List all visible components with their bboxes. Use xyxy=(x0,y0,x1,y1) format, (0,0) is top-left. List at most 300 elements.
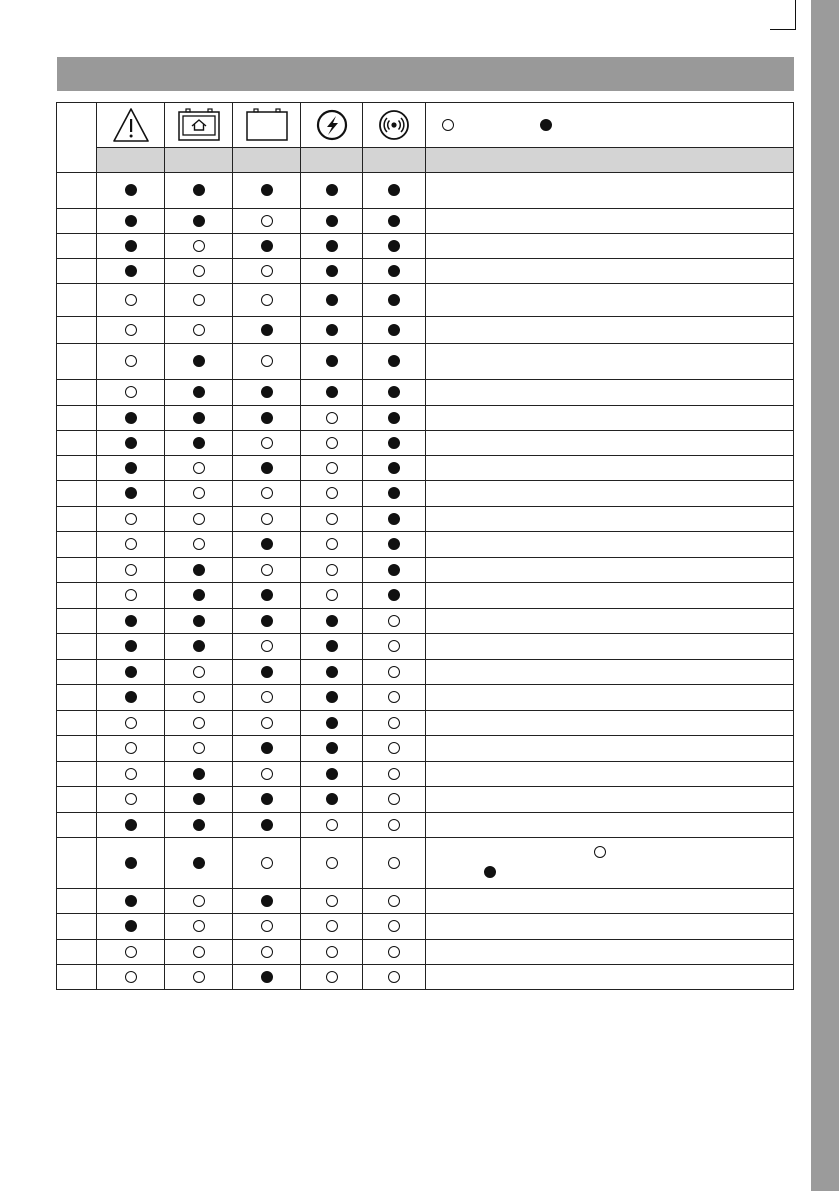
state-cell-lightning xyxy=(301,481,363,507)
state-cell-warning xyxy=(97,914,165,940)
indicator-off-dot xyxy=(261,564,273,576)
signal-waves-icon xyxy=(363,108,425,142)
state-cell-battery xyxy=(233,787,301,813)
indicator-on-dot xyxy=(388,215,400,227)
indicator-on-dot xyxy=(261,538,273,550)
state-cell-battery xyxy=(233,736,301,762)
row-description-cell xyxy=(426,284,794,317)
state-cell-lightning xyxy=(301,532,363,558)
state-cell-signal xyxy=(363,762,426,787)
indicator-off-dot xyxy=(326,462,338,474)
indicator-off-dot xyxy=(125,386,137,398)
row-number-cell xyxy=(57,609,97,634)
indicator-on-dot xyxy=(193,215,205,227)
battery-box-icon xyxy=(233,107,300,143)
state-cell-warning xyxy=(97,507,165,532)
sub-label-battery xyxy=(233,148,301,173)
indicator-on-dot xyxy=(125,412,137,424)
indicator-on-dot xyxy=(125,265,137,277)
state-cell-signal xyxy=(363,634,426,660)
indicator-on-dot xyxy=(388,265,400,277)
col-signal xyxy=(363,103,426,148)
house-in-battery-icon xyxy=(165,107,232,143)
indicator-on-dot xyxy=(388,437,400,449)
indicator-on-dot xyxy=(388,184,400,196)
indicator-off-dot xyxy=(261,946,273,958)
row-number-cell xyxy=(57,660,97,685)
indicator-on-dot xyxy=(193,819,205,831)
indicator-off-dot xyxy=(125,513,137,525)
state-cell-battery xyxy=(233,173,301,209)
state-cell-lightning xyxy=(301,284,363,317)
col-battery xyxy=(233,103,301,148)
indicator-off-dot xyxy=(125,768,137,780)
row-description-cell xyxy=(426,736,794,762)
state-cell-warning xyxy=(97,532,165,558)
table-row xyxy=(57,259,794,284)
state-cell-warning xyxy=(97,762,165,787)
indicator-on-dot xyxy=(388,487,400,499)
state-cell-lightning xyxy=(301,889,363,914)
row-number-cell xyxy=(57,532,97,558)
table-row xyxy=(57,284,794,317)
state-cell-signal xyxy=(363,209,426,234)
indicator-off-dot xyxy=(326,895,338,907)
state-cell-battery xyxy=(233,634,301,660)
state-cell-house xyxy=(165,259,233,284)
state-cell-lightning xyxy=(301,173,363,209)
row-description-cell xyxy=(426,609,794,634)
state-cell-house xyxy=(165,173,233,209)
state-cell-battery xyxy=(233,234,301,259)
indicator-on-dot xyxy=(261,462,273,474)
state-cell-warning xyxy=(97,787,165,813)
table-row xyxy=(57,787,794,813)
row-description-cell xyxy=(426,813,794,838)
state-cell-house xyxy=(165,583,233,609)
indicator-off-dot xyxy=(326,857,338,869)
state-cell-signal xyxy=(363,813,426,838)
indicator-off-dot xyxy=(326,564,338,576)
state-cell-warning xyxy=(97,609,165,634)
state-cell-lightning xyxy=(301,609,363,634)
row-number-cell xyxy=(57,762,97,787)
indicator-on-dot xyxy=(388,564,400,576)
legend-on-dot xyxy=(540,119,552,131)
state-cell-lightning xyxy=(301,660,363,685)
row-number-cell xyxy=(57,209,97,234)
state-cell-signal xyxy=(363,940,426,965)
table-row xyxy=(57,736,794,762)
state-cell-warning xyxy=(97,965,165,990)
state-cell-signal xyxy=(363,685,426,711)
state-cell-lightning xyxy=(301,711,363,736)
state-cell-house xyxy=(165,889,233,914)
state-cell-battery xyxy=(233,609,301,634)
row-description-cell xyxy=(426,914,794,940)
row-description-cell xyxy=(426,940,794,965)
state-cell-signal xyxy=(363,838,426,889)
indicator-off-dot xyxy=(193,240,205,252)
state-cell-house xyxy=(165,609,233,634)
row-number-cell xyxy=(57,406,97,431)
indicator-off-dot xyxy=(261,265,273,277)
description-note xyxy=(436,840,793,886)
indicator-on-dot xyxy=(261,386,273,398)
table-row xyxy=(57,940,794,965)
indicator-on-dot xyxy=(125,487,137,499)
state-cell-house xyxy=(165,787,233,813)
state-cell-warning xyxy=(97,685,165,711)
indicator-on-dot xyxy=(388,386,400,398)
indicator-off-dot xyxy=(193,462,205,474)
indicator-off-dot xyxy=(388,717,400,729)
state-cell-warning xyxy=(97,344,165,380)
state-cell-battery xyxy=(233,889,301,914)
indicator-on-dot xyxy=(261,615,273,627)
indicator-off-dot xyxy=(193,895,205,907)
state-cell-lightning xyxy=(301,456,363,481)
indicator-off-dot xyxy=(326,487,338,499)
sub-label-house xyxy=(165,148,233,173)
state-cell-house xyxy=(165,813,233,838)
state-cell-signal xyxy=(363,431,426,456)
state-cell-battery xyxy=(233,456,301,481)
state-cell-battery xyxy=(233,481,301,507)
indicator-on-dot xyxy=(125,215,137,227)
indicator-on-dot xyxy=(388,513,400,525)
indicator-on-dot xyxy=(193,615,205,627)
state-cell-battery xyxy=(233,380,301,406)
state-cell-lightning xyxy=(301,685,363,711)
row-number-cell xyxy=(57,583,97,609)
state-cell-warning xyxy=(97,940,165,965)
row-description-cell xyxy=(426,259,794,284)
indicator-on-dot xyxy=(388,324,400,336)
indicator-off-dot xyxy=(125,589,137,601)
row-description-cell xyxy=(426,317,794,344)
state-cell-signal xyxy=(363,711,426,736)
state-cell-warning xyxy=(97,736,165,762)
row-description-cell xyxy=(426,507,794,532)
state-cell-lightning xyxy=(301,431,363,456)
state-cell-battery xyxy=(233,344,301,380)
indicator-on-dot xyxy=(326,215,338,227)
row-number-cell xyxy=(57,711,97,736)
state-cell-warning xyxy=(97,406,165,431)
state-cell-signal xyxy=(363,284,426,317)
indicator-off-dot xyxy=(193,487,205,499)
table-row xyxy=(57,685,794,711)
indicator-off-dot xyxy=(388,793,400,805)
indicator-off-dot xyxy=(193,513,205,525)
state-cell-lightning xyxy=(301,914,363,940)
indicator-on-dot xyxy=(326,355,338,367)
indicator-off-dot xyxy=(193,946,205,958)
indicator-on-dot xyxy=(388,462,400,474)
state-cell-battery xyxy=(233,558,301,583)
indicator-off-dot xyxy=(193,717,205,729)
state-cell-house xyxy=(165,736,233,762)
state-cell-battery xyxy=(233,940,301,965)
row-number-cell xyxy=(57,380,97,406)
indicator-off-dot xyxy=(261,294,273,306)
indicator-off-dot xyxy=(193,294,205,306)
state-cell-lightning xyxy=(301,813,363,838)
row-number-cell xyxy=(57,507,97,532)
table-row xyxy=(57,532,794,558)
col-house xyxy=(165,103,233,148)
table-row xyxy=(57,481,794,507)
indicator-off-dot xyxy=(193,742,205,754)
indicator-off-dot xyxy=(388,768,400,780)
indicator-off-dot xyxy=(261,513,273,525)
row-description-cell xyxy=(426,889,794,914)
indicator-off-dot xyxy=(326,437,338,449)
state-cell-battery xyxy=(233,406,301,431)
state-cell-lightning xyxy=(301,634,363,660)
indicator-off-dot xyxy=(125,538,137,550)
indicator-off-dot xyxy=(326,513,338,525)
row-number-cell xyxy=(57,787,97,813)
indicator-on-dot xyxy=(125,691,137,703)
indicator-on-dot xyxy=(388,589,400,601)
crop-mark-horizontal xyxy=(770,29,796,30)
state-cell-warning xyxy=(97,317,165,344)
state-cell-lightning xyxy=(301,736,363,762)
indicator-off-dot xyxy=(388,971,400,983)
table-row xyxy=(57,634,794,660)
header-row xyxy=(57,103,794,148)
col-lightning xyxy=(301,103,363,148)
state-cell-house xyxy=(165,284,233,317)
table-row xyxy=(57,456,794,481)
indicator-on-dot xyxy=(326,240,338,252)
indicator-off-dot xyxy=(125,355,137,367)
state-cell-battery xyxy=(233,317,301,344)
state-cell-lightning xyxy=(301,583,363,609)
row-number-cell xyxy=(57,431,97,456)
row-number-cell xyxy=(57,889,97,914)
indicator-on-dot xyxy=(193,793,205,805)
inline-off-dot xyxy=(594,846,606,858)
state-cell-lightning xyxy=(301,507,363,532)
row-description-cell xyxy=(426,344,794,380)
indicator-off-dot xyxy=(261,768,273,780)
state-cell-house xyxy=(165,406,233,431)
state-cell-warning xyxy=(97,838,165,889)
state-cell-battery xyxy=(233,259,301,284)
crop-mark-vertical xyxy=(795,0,796,30)
indicator-on-dot xyxy=(261,240,273,252)
row-description-cell xyxy=(426,532,794,558)
state-cell-signal xyxy=(363,380,426,406)
state-cell-lightning xyxy=(301,762,363,787)
header-corner-cell xyxy=(57,103,97,173)
indicator-on-dot xyxy=(125,895,137,907)
table-row xyxy=(57,711,794,736)
indicator-on-dot xyxy=(326,615,338,627)
indicator-off-dot xyxy=(388,615,400,627)
row-number-cell xyxy=(57,813,97,838)
indicator-on-dot xyxy=(193,412,205,424)
row-description-cell xyxy=(426,685,794,711)
state-cell-house xyxy=(165,209,233,234)
state-cell-house xyxy=(165,380,233,406)
row-description-cell xyxy=(426,634,794,660)
indicator-off-dot xyxy=(125,971,137,983)
indicator-on-dot xyxy=(193,184,205,196)
indicator-off-dot xyxy=(261,355,273,367)
legend-off-dot xyxy=(442,119,454,131)
indicator-on-dot xyxy=(326,793,338,805)
state-cell-battery xyxy=(233,762,301,787)
state-cell-house xyxy=(165,456,233,481)
indicator-on-dot xyxy=(326,742,338,754)
indicator-on-dot xyxy=(125,819,137,831)
indicator-off-dot xyxy=(261,717,273,729)
state-cell-signal xyxy=(363,965,426,990)
indicator-on-dot xyxy=(193,768,205,780)
indicator-off-dot xyxy=(125,294,137,306)
indicator-off-dot xyxy=(261,857,273,869)
state-cell-battery xyxy=(233,965,301,990)
state-cell-signal xyxy=(363,481,426,507)
table-row xyxy=(57,558,794,583)
state-cell-lightning xyxy=(301,209,363,234)
state-cell-warning xyxy=(97,481,165,507)
state-cell-house xyxy=(165,914,233,940)
indicator-off-dot xyxy=(388,640,400,652)
state-cell-signal xyxy=(363,259,426,284)
side-tab xyxy=(811,0,839,1191)
indicator-on-dot xyxy=(261,324,273,336)
indicator-off-dot xyxy=(326,920,338,932)
state-cell-house xyxy=(165,762,233,787)
table-row xyxy=(57,609,794,634)
sub-label-description xyxy=(426,148,794,173)
indicator-off-dot xyxy=(261,437,273,449)
state-cell-signal xyxy=(363,456,426,481)
indicator-on-dot xyxy=(326,691,338,703)
indicator-on-dot xyxy=(125,437,137,449)
col-warning xyxy=(97,103,165,148)
indicator-off-dot xyxy=(261,640,273,652)
state-cell-house xyxy=(165,507,233,532)
indicator-on-dot xyxy=(261,793,273,805)
state-cell-house xyxy=(165,940,233,965)
row-description-cell xyxy=(426,838,794,889)
table-row xyxy=(57,406,794,431)
indicator-off-dot xyxy=(326,946,338,958)
row-description-cell xyxy=(426,787,794,813)
inline-on-dot xyxy=(484,866,496,878)
indicator-off-dot xyxy=(193,265,205,277)
indicator-off-dot xyxy=(125,946,137,958)
indicator-off-dot xyxy=(261,215,273,227)
indicator-off-dot xyxy=(388,742,400,754)
state-cell-lightning xyxy=(301,558,363,583)
indicator-on-dot xyxy=(193,640,205,652)
state-cell-warning xyxy=(97,583,165,609)
indicator-on-dot xyxy=(125,184,137,196)
state-cell-house xyxy=(165,711,233,736)
indicator-off-dot xyxy=(261,920,273,932)
state-cell-warning xyxy=(97,660,165,685)
table-row xyxy=(57,583,794,609)
indicator-on-dot xyxy=(261,895,273,907)
indicator-off-dot xyxy=(125,324,137,336)
state-cell-signal xyxy=(363,406,426,431)
row-description-cell xyxy=(426,456,794,481)
indicator-on-dot xyxy=(261,742,273,754)
state-cell-house xyxy=(165,634,233,660)
state-cell-signal xyxy=(363,507,426,532)
row-number-cell xyxy=(57,234,97,259)
state-cell-house xyxy=(165,965,233,990)
indicator-on-dot xyxy=(193,386,205,398)
state-cell-signal xyxy=(363,344,426,380)
indicator-on-dot xyxy=(193,437,205,449)
table-row xyxy=(57,173,794,209)
row-description-cell xyxy=(426,406,794,431)
row-number-cell xyxy=(57,558,97,583)
indicator-on-dot xyxy=(261,666,273,678)
state-cell-signal xyxy=(363,736,426,762)
header-subrow xyxy=(57,148,794,173)
state-cell-warning xyxy=(97,431,165,456)
indicator-on-dot xyxy=(261,412,273,424)
state-cell-battery xyxy=(233,711,301,736)
state-cell-lightning xyxy=(301,965,363,990)
table-row xyxy=(57,813,794,838)
state-cell-battery xyxy=(233,431,301,456)
sub-label-lightning xyxy=(301,148,363,173)
indicator-on-dot xyxy=(193,589,205,601)
row-description-cell xyxy=(426,558,794,583)
indicator-off-dot xyxy=(326,819,338,831)
indicator-off-dot xyxy=(193,538,205,550)
state-cell-house xyxy=(165,431,233,456)
indicator-on-dot xyxy=(326,666,338,678)
indicator-off-dot xyxy=(388,857,400,869)
indicator-on-dot xyxy=(261,819,273,831)
indicator-off-dot xyxy=(125,793,137,805)
row-number-cell xyxy=(57,259,97,284)
state-cell-lightning xyxy=(301,317,363,344)
state-cell-battery xyxy=(233,914,301,940)
state-cell-house xyxy=(165,532,233,558)
row-description-cell xyxy=(426,209,794,234)
indicator-off-dot xyxy=(193,971,205,983)
indicator-on-dot xyxy=(125,615,137,627)
row-number-cell xyxy=(57,481,97,507)
sub-label-warning xyxy=(97,148,165,173)
table-row xyxy=(57,914,794,940)
state-cell-battery xyxy=(233,660,301,685)
indicator-on-dot xyxy=(326,294,338,306)
indicator-off-dot xyxy=(326,412,338,424)
indicator-on-dot xyxy=(388,538,400,550)
state-cell-warning xyxy=(97,711,165,736)
indicator-off-dot xyxy=(193,324,205,336)
indicator-off-dot xyxy=(326,971,338,983)
row-description-cell xyxy=(426,583,794,609)
row-description-cell xyxy=(426,711,794,736)
state-cell-warning xyxy=(97,284,165,317)
sub-label-signal xyxy=(363,148,426,173)
row-description-cell xyxy=(426,173,794,209)
